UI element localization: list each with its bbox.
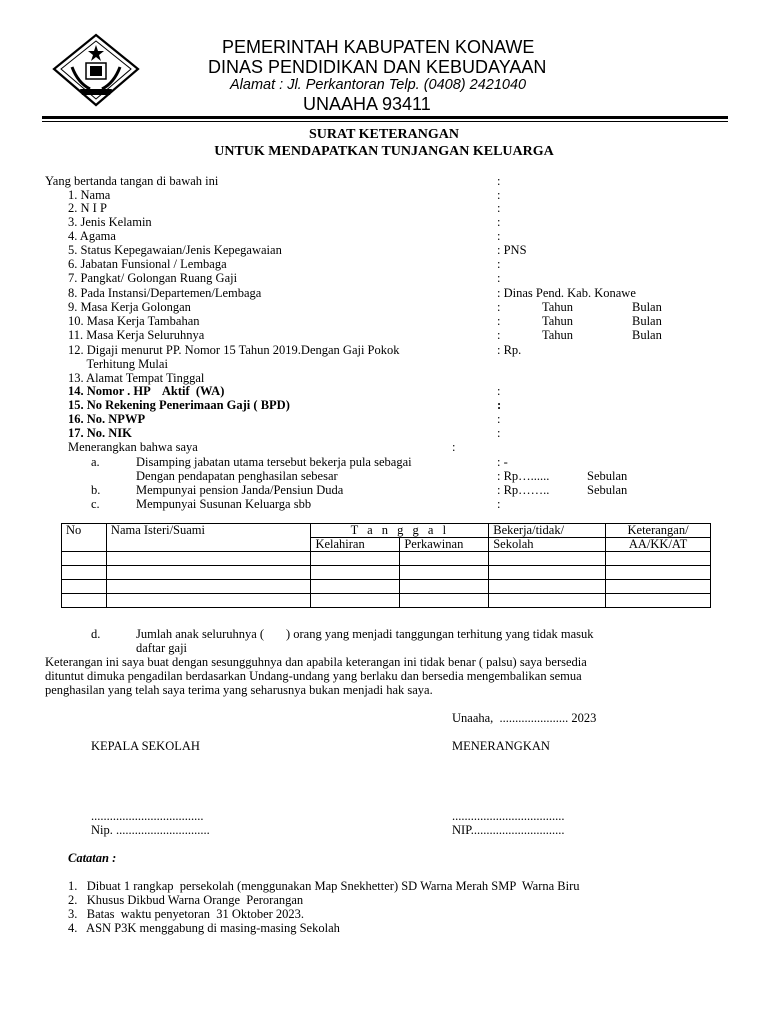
- catatan-item: 3. Batas waktu penyetoran 31 Oktober 2023.: [68, 907, 305, 921]
- tahun-label: Tahun: [542, 328, 574, 342]
- statement-line: penghasilan yang telah saya terima yang seharusnya bukan menjadi hak saya.: [45, 683, 433, 697]
- field-label: 11. Masa Kerja Seluruhnya: [68, 328, 205, 342]
- header-rule-thick: [42, 116, 728, 119]
- field-label: 1. Nama: [68, 188, 111, 202]
- item-a-period: Sebulan: [587, 469, 628, 483]
- field-value: :: [497, 188, 501, 202]
- item-c-letter: c.: [91, 497, 100, 511]
- header-city: UNAAHA 93411: [303, 94, 431, 114]
- col-no: No: [62, 524, 107, 552]
- field-value: :: [497, 328, 501, 342]
- table-cell: [489, 552, 606, 566]
- item-a-value1: : -: [497, 455, 508, 469]
- field-label: Terhitung Mulai: [68, 357, 168, 371]
- table-cell: [106, 594, 311, 608]
- tahun-label: Tahun: [542, 314, 574, 328]
- item-b-period: Sebulan: [587, 483, 628, 497]
- statement-line: Keterangan ini saya buat dengan sesungguhnya dan apabila keterangan ini tidak benar ( palsu) saya bersedia: [45, 655, 587, 669]
- table-cell: [62, 580, 107, 594]
- header-rule-thin: [42, 121, 728, 122]
- field-value: :: [497, 314, 501, 328]
- menerangkan-text: Menerangkan bahwa saya: [68, 440, 198, 454]
- table-header-row: [62, 524, 711, 538]
- table-cell: [311, 580, 400, 594]
- sign-right-title: MENERANGKAN: [452, 739, 550, 753]
- col-perkawinan: Perkawinan: [400, 538, 489, 552]
- item-d-line1: Jumlah anak seluruhnya ( ) orang yang menjadi tanggungan terhitung yang tidak masuk: [136, 627, 594, 641]
- catatan-title: Catatan :: [68, 851, 117, 865]
- item-a-text1: Disamping jabatan utama tersebut bekerja pula sebagai: [136, 455, 412, 469]
- table-cell: [400, 566, 489, 580]
- tahun-label: Tahun: [542, 300, 574, 314]
- field-label: 15. No Rekening Penerimaan Gaji ( BPD): [68, 398, 290, 412]
- item-b-letter: b.: [91, 483, 101, 497]
- sign-left-nip: Nip. ..............................: [91, 823, 210, 837]
- table-row: [62, 566, 711, 580]
- col-nama: Nama Isteri/Suami: [106, 524, 311, 552]
- item-c-text: Mempunyai Susunan Keluarga sbb: [136, 497, 312, 511]
- field-label: 13. Alamat Tempat Tinggal: [68, 371, 205, 385]
- item-a-letter: a.: [91, 455, 100, 469]
- col-keterangan: [606, 524, 711, 538]
- field-value: :: [497, 384, 501, 398]
- table-cell: [62, 552, 107, 566]
- bulan-label: Bulan: [632, 328, 662, 342]
- col-bekerja: [489, 524, 606, 538]
- field-label: 17. No. NIK: [68, 426, 132, 440]
- table-cell: [311, 566, 400, 580]
- table-row: [62, 594, 711, 608]
- family-table: [61, 523, 711, 608]
- sign-right-nip: NIP..............................: [452, 823, 565, 837]
- catatan-item: 4. ASN P3K menggabung di masing-masing Sekolah: [68, 921, 340, 935]
- catatan-item: 2. Khusus Dikbud Warna Orange Perorangan: [68, 893, 304, 907]
- table-cell: [400, 580, 489, 594]
- table-cell: [311, 552, 400, 566]
- field-label: 8. Pada Instansi/Departemen/Lembaga: [68, 286, 262, 300]
- bulan-label: Bulan: [632, 300, 662, 314]
- col-kelahiran: Kelahiran: [311, 538, 400, 552]
- item-c-value: :: [497, 497, 501, 511]
- bulan-label: Bulan: [632, 314, 662, 328]
- field-label: 7. Pangkat/ Golongan Ruang Gaji: [68, 271, 238, 285]
- government-logo: [50, 33, 142, 107]
- item-d-line2: daftar gaji: [136, 641, 188, 655]
- field-value: :: [497, 398, 502, 412]
- document-title: SURAT KETERANGAN: [308, 127, 459, 142]
- table-cell: [311, 594, 400, 608]
- table-cell: [62, 566, 107, 580]
- field-value: : Rp.: [497, 343, 522, 357]
- field-value: :: [497, 215, 501, 229]
- field-label: 10. Masa Kerja Tambahan: [68, 314, 200, 328]
- field-label: 5. Status Kepegawaian/Jenis Kepegawaian: [68, 243, 282, 257]
- col-keterangan-line2: AA/KK/AT: [606, 538, 711, 552]
- sign-right-name-dots: ....................................: [452, 809, 565, 823]
- col-bekerja-line2: Sekolah: [489, 538, 606, 552]
- catatan-item: 1. Dibuat 1 rangkap persekolah (menggunakan Map Snekhetter) SD Warna Merah SMP Warna Biru: [68, 879, 580, 893]
- document-subtitle: UNTUK MENDAPATKAN TUNJANGAN KELUARGA: [214, 144, 554, 159]
- field-value: :: [497, 271, 501, 285]
- table-cell: [606, 566, 711, 580]
- table-row: [62, 580, 711, 594]
- table-cell: [400, 552, 489, 566]
- field-label: 14. Nomor . HP Aktif (WA): [68, 384, 225, 398]
- table-cell: [400, 594, 489, 608]
- table-cell: [62, 594, 107, 608]
- field-label: 12. Digaji menurut PP. Nomor 15 Tahun 2019.Dengan Gaji Pokok: [68, 343, 400, 357]
- field-label: 16. No. NPWP: [68, 412, 146, 426]
- col-bekerja-line1: Bekerja/tidak/: [493, 523, 565, 537]
- field-label: 4. Agama: [68, 229, 116, 243]
- menerangkan-colon: :: [452, 440, 456, 454]
- table-cell: [606, 580, 711, 594]
- sign-left-name-dots: ....................................: [91, 809, 204, 823]
- field-value: :: [497, 426, 501, 440]
- table-cell: [489, 594, 606, 608]
- field-label: 3. Jenis Kelamin: [68, 215, 152, 229]
- field-value: : PNS: [497, 243, 527, 257]
- sign-left-title: KEPALA SEKOLAH: [91, 739, 200, 753]
- item-b-value: : Rp……..: [497, 483, 550, 497]
- item-a-value2: : Rp…......: [497, 469, 550, 483]
- table-cell: [489, 580, 606, 594]
- intro-colon: :: [497, 174, 501, 188]
- field-value: :: [497, 257, 501, 271]
- header-address: Alamat : Jl. Perkantoran Telp. (0408) 2421040: [230, 77, 527, 93]
- field-label: 2. N I P: [68, 201, 107, 215]
- field-label: 9. Masa Kerja Golongan: [68, 300, 191, 314]
- col-tanggal: T a n g g a l: [311, 524, 489, 538]
- table-cell: [606, 552, 711, 566]
- field-value: :: [497, 201, 501, 215]
- col-keterangan-line1: Keterangan/: [627, 523, 689, 537]
- date-line: Unaaha, ...................... 2023: [452, 711, 597, 725]
- table-cell: [106, 566, 311, 580]
- intro-text: Yang bertanda tangan di bawah ini: [45, 174, 219, 188]
- table-cell: [106, 580, 311, 594]
- table-row: [62, 552, 711, 566]
- field-value: :: [497, 412, 501, 426]
- statement-line: dituntut dimuka pengadilan berdasarkan Undang-undang yang berlaku dan bersedia mengembalikan semua: [45, 669, 582, 683]
- table-cell: [106, 552, 311, 566]
- field-label: 6. Jabatan Funsional / Lembaga: [68, 257, 227, 271]
- header-government: PEMERINTAH KABUPATEN KONAWE: [222, 37, 535, 57]
- item-a-text2: Dengan pendapatan penghasilan sebesar: [136, 469, 338, 483]
- item-b-text: Mempunyai pension Janda/Pensiun Duda: [136, 483, 344, 497]
- table-cell: [606, 594, 711, 608]
- header-department: DINAS PENDIDIKAN DAN KEBUDAYAAN: [208, 57, 547, 77]
- field-value: : Dinas Pend. Kab. Konawe: [497, 286, 636, 300]
- field-value: :: [497, 229, 501, 243]
- table-cell: [489, 566, 606, 580]
- item-d-letter: d.: [91, 627, 101, 641]
- field-value: :: [497, 300, 501, 314]
